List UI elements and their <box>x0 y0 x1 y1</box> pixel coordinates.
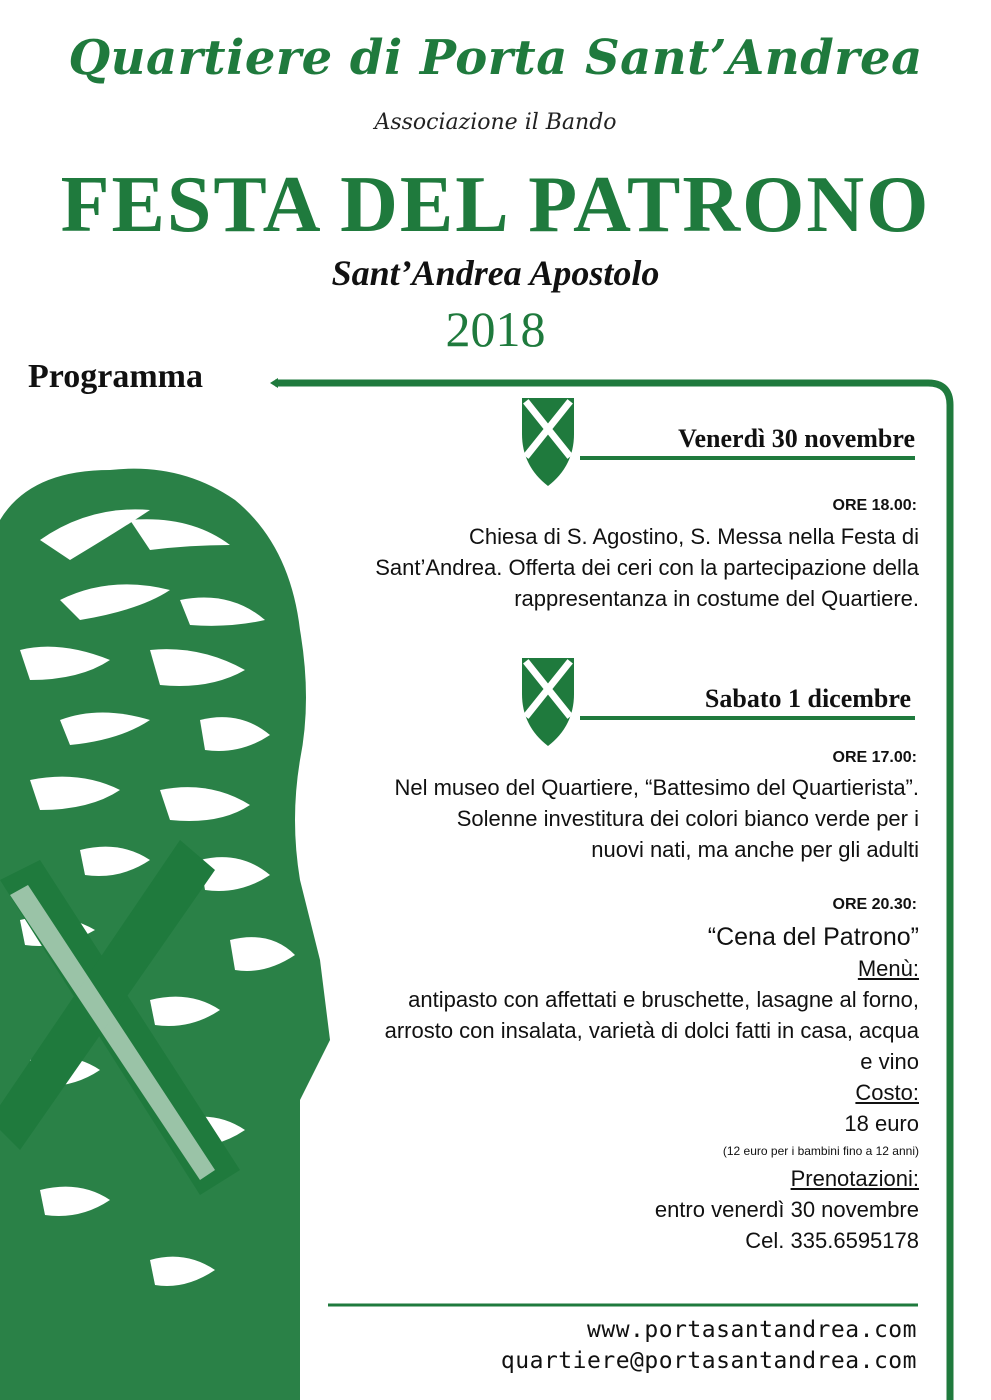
booking-label: Prenotazioni: <box>790 1166 919 1191</box>
cost-label: Costo: <box>855 1080 919 1105</box>
text-line: nuovi nati, ma anche per gli adulti <box>591 837 919 862</box>
dinner-title: “Cena del Patrono” <box>707 923 919 951</box>
email-link[interactable]: quartiere@portasantandrea.com <box>500 1348 917 1374</box>
year: 2018 <box>445 301 546 357</box>
menu-label: Menù: <box>857 956 919 981</box>
cost-value: 18 euro <box>844 1111 919 1136</box>
event-time: ORE 18.00: <box>832 497 917 514</box>
text-line: arrosto con insalata, varietà di dolci fatti in casa, acqua <box>384 1018 919 1043</box>
event-time: ORE 20.30: <box>832 896 917 913</box>
day-title-saturday: Sabato 1 dicembre <box>704 684 911 713</box>
website-link[interactable]: www.portasantandrea.com <box>587 1317 917 1343</box>
shield-saltire-icon <box>522 658 574 746</box>
text-line: antipasto con affettati e bruschette, lasagne al forno, <box>408 987 919 1012</box>
event-description <box>299 772 919 865</box>
event-description <box>299 521 919 614</box>
text-line: Chiesa di S. Agostino, S. Messa nella Festa di <box>468 524 919 549</box>
quartiere-title: Quartiere di Porta Sant’Andrea <box>68 30 923 86</box>
phone-number: Cel. 335.6595178 <box>745 1228 919 1253</box>
text-line: Solenne investitura dei colori bianco verde per i <box>456 806 919 831</box>
event-time: ORE 17.00: <box>832 749 917 766</box>
saint-subtitle: Sant’Andrea Apostolo <box>331 253 660 293</box>
text-line: rappresentanza in costume del Quartiere. <box>514 586 919 611</box>
day-title-friday: Venerdì 30 novembre <box>678 424 915 453</box>
shield-saltire-icon <box>522 398 574 486</box>
associazione-subtitle: Associazione il Bando <box>374 110 617 135</box>
dinner-details <box>259 922 919 1256</box>
text-line: Nel museo del Quartiere, “Battesimo del Quartierista”. <box>394 775 919 800</box>
text-line: Sant’Andrea. Offerta dei ceri con la partecipazione della <box>375 555 919 580</box>
text-line: entro venerdì 30 novembre <box>654 1197 919 1222</box>
text-line: e vino <box>860 1049 919 1074</box>
festa-title: FESTA DEL PATRONO <box>60 161 931 249</box>
cost-note: (12 euro per i bambini fino a 12 anni) <box>722 1144 919 1158</box>
programma-heading: Programma <box>28 358 203 395</box>
